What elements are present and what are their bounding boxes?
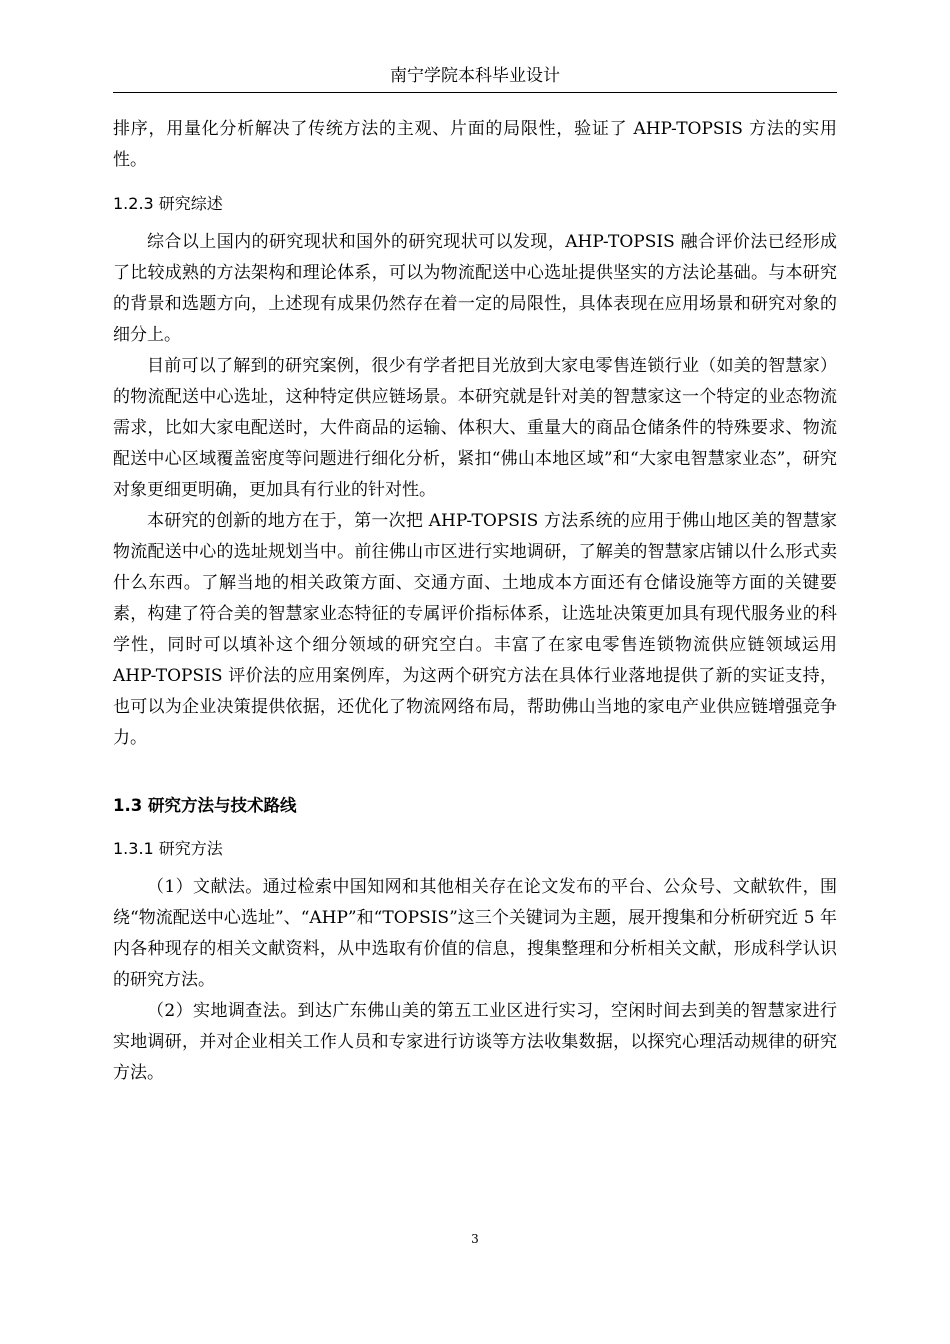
- paragraph-method-1: （1）文献法。通过检索中国知网和其他相关存在论文发布的平台、公众号、文献软件，围绕“物流配送中心选址”、“AHP”和“TOPSIS”这三个关键词为主题，展开搜集和分析研究近 5 年内各种现存的相关文献资料，从中选取有价值的信息，搜集整理和分析相关文献，形成科学认识的研究方法。: [113, 877, 837, 990]
- paragraph-continued: 排序，用量化分析解决了传统方法的主观、片面的局限性，验证了 AHP-TOPSIS 方法的实用性。: [113, 119, 837, 170]
- paragraph-review-1: 综合以上国内的研究现状和国外的研究现状可以发现，AHP-TOPSIS 融合评价法已经形成了比较成熟的方法架构和理论体系，可以为物流配送中心选址提供坚实的方法论基础。与本研究的背景和选题方向，上述现有成果仍然存在着一定的局限性，具体表现在应用场景和研究对象的细分上。: [113, 232, 837, 345]
- paragraph-review-3: 本研究的创新的地方在于，第一次把 AHP-TOPSIS 方法系统的应用于佛山地区美的智慧家物流配送中心的选址规划当中。前往佛山市区进行实地调研，了解美的智慧家店铺以什么形式卖什么东西。了解当地的相关政策方面、交通方面、土地成本方面还有仓储设施等方面的关键要素，构建了符合美的智慧家业态特征的专属评价指标体系，让选址决策更加具有现代服务业的科学性，同时可以填补这个细分领域的研究空白。丰富了在家电零售连锁物流供应链领域运用 AHP-TOPSIS 评价法的应用案例库，为这两个研究方法在具体行业落地提供了新的实证支持，也可以为企业决策提供依据，还优化了物流网络布局，帮助佛山当地的家电产业供应链增强竞争力。: [113, 511, 837, 748]
- page-content: [113, 114, 837, 1089]
- section-heading-1-2-3: 1.2.3 研究综述: [113, 194, 223, 213]
- page-header: 南宁学院本科毕业设计: [390, 66, 560, 86]
- paragraph-method-2: （2）实地调查法。到达广东佛山美的第五工业区进行实习，空闲时间去到美的智慧家进行实地调研，并对企业相关工作人员和专家进行访谈等方法收集数据，以探究心理活动规律的研究方法。: [113, 1001, 837, 1083]
- header-rule: [113, 92, 837, 93]
- page-number: 3: [471, 1232, 479, 1246]
- section-heading-1-3: 1.3 研究方法与技术路线: [113, 796, 297, 815]
- section-heading-1-3-1: 1.3.1 研究方法: [113, 839, 223, 858]
- paragraph-review-2: 目前可以了解到的研究案例，很少有学者把目光放到大家电零售连锁行业（如美的智慧家）的物流配送中心选址，这种特定供应链场景。本研究就是针对美的智慧家这一个特定的业态物流需求，比如大家电配送时，大件商品的运输、体积大、重量大的商品仓储条件的特殊要求、物流配送中心区域覆盖密度等问题进行细化分析，紧扣“佛山本地区域”和“大家电智慧家业态”，研究对象更细更明确，更加具有行业的针对性。: [113, 356, 837, 500]
